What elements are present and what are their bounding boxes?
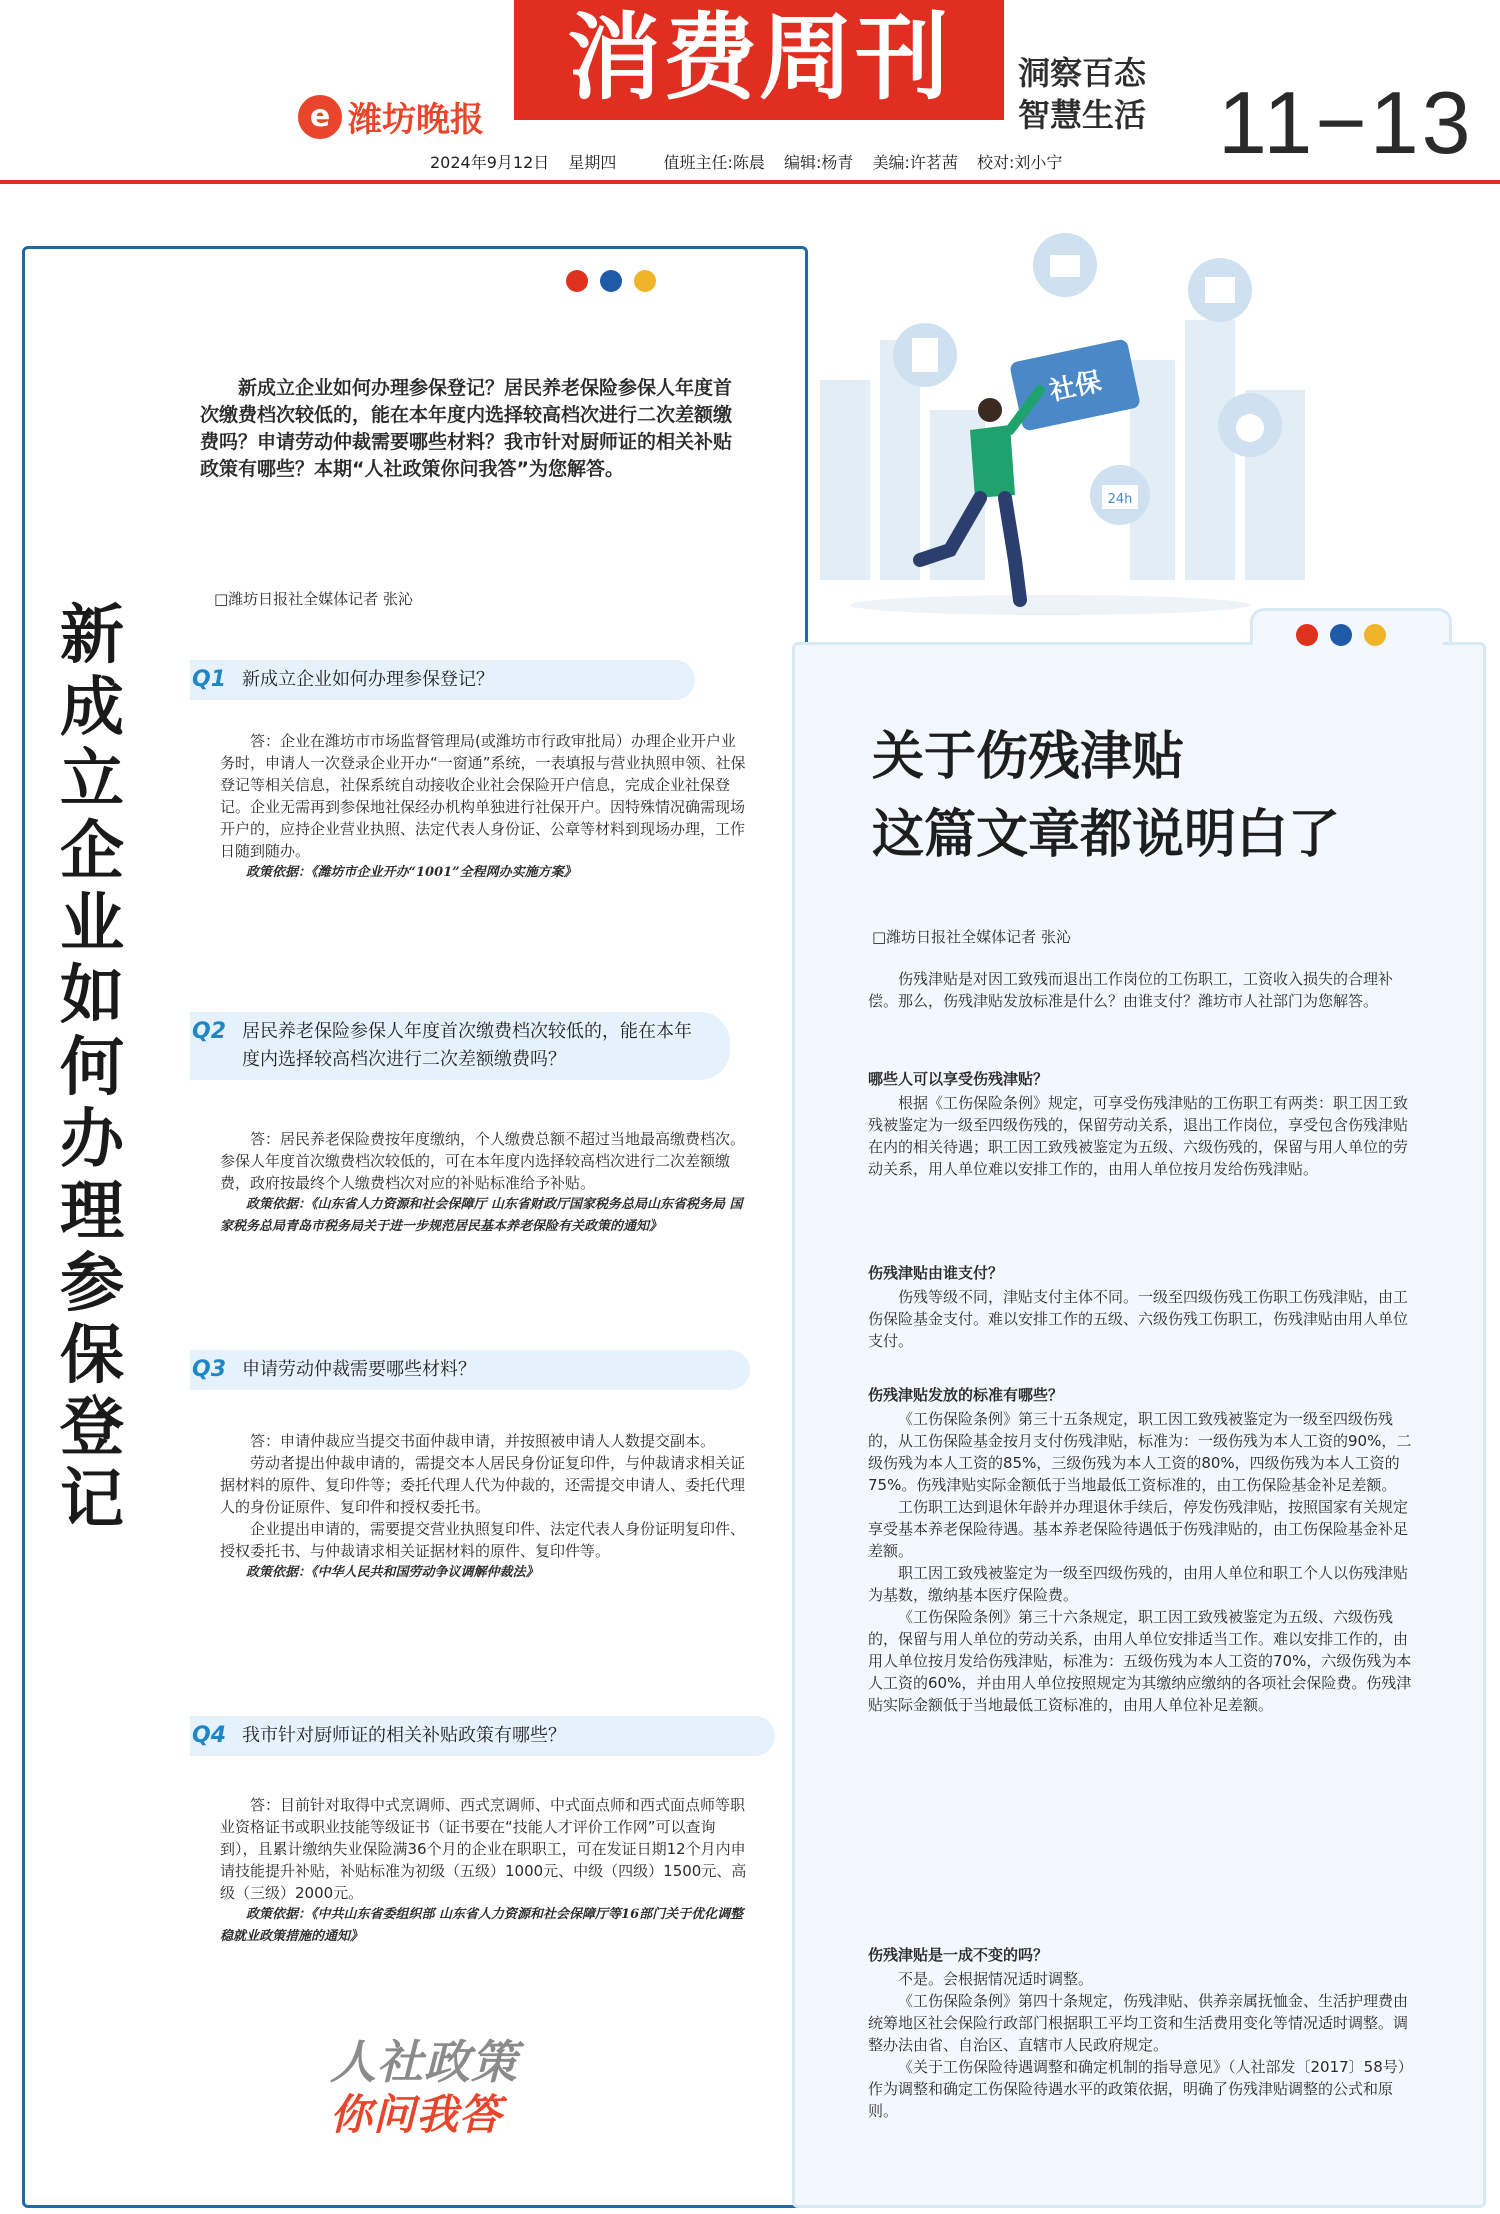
question-text: 居民养老保险参保人年度首次缴费档次较低的，能在本年度内选择较高档次进行二次差额缴费吗？: [242, 1021, 692, 1070]
yellow-dot-icon: [634, 270, 656, 292]
slogan-line-2: 智慧生活: [1018, 96, 1147, 134]
red-dot-icon: [566, 270, 588, 292]
policy-basis: 政策依据：《中共山东省委组织部 山东省人力资源和社会保障厅等16部门关于优化调整稳就业政策措施的通知》: [220, 1907, 744, 1944]
blue-dot-icon: [600, 270, 622, 292]
headline-line-2: 这篇文章都说明白了: [872, 804, 1341, 865]
yellow-dot-icon: [1364, 624, 1386, 646]
newspaper-logo: [298, 92, 484, 141]
section-heading: 伤残津贴是一成不变的吗？: [868, 1946, 1049, 1964]
section-paragraph: 《工伤保险条例》第三十六条规定，职工因工致残被鉴定为五级、六级伤残的，保留与用人单位的劳动关系，由用人单位安排适当工作。难以安排工作的，由用人单位按月发给伤残津贴，标准为：五级伤残为本人工资的70%，六级伤残为本人工资的60%，并由用人单位按照规定为其缴纳应缴纳的各项社会保险费。伤残津贴实际金额低于当地最低工资标准的，由用人单位补足差额。: [868, 1608, 1412, 1714]
issue-date: 2024年9月12日: [430, 153, 550, 172]
question-4: [190, 1716, 775, 1756]
issue-weekday: 星期四: [568, 153, 617, 172]
policy-basis: 政策依据：《山东省人力资源和社会保障厅 山东省财政厅国家税务总局山东省税务局 国家税务总局青岛市税务局关于进一步规范居民基本养老保险有关政策的通知》: [220, 1197, 743, 1234]
masthead-rule: [0, 180, 1500, 184]
column-brand-line-2: 你问我答: [330, 2090, 503, 2139]
art-editor: 美编:许茗茜: [872, 153, 958, 172]
question-1: [190, 660, 695, 700]
issue-meta: [430, 150, 1076, 173]
answer-1: [220, 730, 750, 884]
answer-4: [220, 1794, 750, 1948]
answer-2: [220, 1128, 750, 1238]
section-heading: 伤残津贴由谁支付？: [868, 1264, 1004, 1282]
section-standards: [868, 1384, 1416, 1716]
blue-dot-icon: [1330, 624, 1352, 646]
policy-basis: 政策依据：《中华人民共和国劳动争议调解仲裁法》: [246, 1565, 539, 1580]
intro-paragraph: 伤残津贴是对因工致残而退出工作岗位的工伤职工，工资收入损失的合理补偿。那么，伤残津贴发放标准是什么？由谁支付？潍坊市人社部门为您解答。: [868, 970, 1394, 1010]
question-number: Q3: [192, 1357, 227, 1382]
left-byline: □潍坊日报社全媒体记者 张沁: [214, 590, 413, 608]
section-paragraph: 《工伤保险条例》第四十条规定，伤残津贴、供养亲属抚恤金、生活护理费由统筹地区社会保险行政部门根据职工平均工资和生活费用变化等情况适时调整。调整办法由省、自治区、直辖市人民政府规定。: [868, 1992, 1409, 2054]
section-heading: 伤残津贴发放的标准有哪些？: [868, 1386, 1064, 1404]
logo-mark-icon: e: [298, 95, 342, 139]
section-adjustment: [868, 1944, 1416, 2122]
section-paragraph: 伤残等级不同，津贴支付主体不同。一级至四级伤残工伤职工伤残津贴，由工伤保险基金支付。难以安排工作的五级、六级伤残工伤职工，伤残津贴由用人单位支付。: [868, 1288, 1409, 1350]
red-dot-icon: [1296, 624, 1318, 646]
social-security-card-icon: [1009, 338, 1141, 431]
answer-paragraph: 答：居民养老保险费按年度缴纳，个人缴费总额不超过当地最高缴费档次。参保人年度首次缴费档次较低的，可在本年度内选择较高档次进行二次差额缴费，政府按最终个人缴费档次对应的补贴标准给予补贴。: [220, 1130, 746, 1192]
slogan: [1018, 52, 1146, 136]
left-window-dots: [566, 270, 656, 292]
section-paragraph: 《工伤保险条例》第三十五条规定，职工因工致残被鉴定为一级至四级伤残的，从工伤保险基金按月支付伤残津贴，标准为：一级伤残为本人工资的90%，二级伤残为本人工资的85%，三级伤残为本人工资的80%，四级伤残为本人工资的75%。伤残津贴实际金额低于当地最低工资标准的，由工伤保险基金补足差额。: [868, 1410, 1412, 1494]
question-text: 新成立企业如何办理参保登记？: [242, 669, 494, 690]
section-payer: [868, 1262, 1416, 1352]
column-brand-line-1: 人社政策: [330, 2035, 518, 2089]
right-headline: [872, 718, 1340, 874]
question-number: Q4: [192, 1723, 227, 1748]
right-byline: □潍坊日报社全媒体记者 张沁: [872, 928, 1071, 946]
right-intro: [868, 968, 1416, 1012]
question-3: [190, 1350, 750, 1390]
section-heading: 哪些人可以享受伤残津贴？: [868, 1070, 1049, 1088]
answer-paragraph: 劳动者提出仲裁申请的，需提交本人居民身份证复印件，与仲裁请求相关证据材料的原件、复印件等；委托代理人代为仲裁的，还需提交申请人、委托代理人的身份证原件、复印件和授权委托书。: [220, 1454, 746, 1516]
slogan-line-1: 洞察百态: [1018, 54, 1147, 92]
clock-24h-icon: [1090, 465, 1150, 525]
section-paragraph: 《关于工伤保险待遇调整和确定机制的指导意见》（人社部发〔2017〕58号）作为调整和确定工伤保险待遇水平的政策依据，明确了伤残津贴调整的公式和原则。: [868, 2058, 1413, 2120]
answer-paragraph: 企业提出申请的，需要提交营业执照复印件、法定代表人身份证明复印件、授权委托书、与仲裁请求相关证据材料的原件、复印件等。: [220, 1520, 746, 1560]
section-title: 消费周刊: [514, 0, 1004, 120]
vertical-headline: 新成立企业如何办理参保登记: [60, 598, 124, 1537]
card-label: 社保: [1046, 366, 1104, 408]
social-security-illustration: [800, 230, 1340, 625]
section-paragraph: 工伤职工达到退休年龄并办理退休手续后，停发伤残津贴，按照国家有关规定享受基本养老保险待遇。基本养老保险待遇低于伤残津贴的，由工伤保险基金补足差额。: [868, 1498, 1409, 1560]
answer-3: [220, 1430, 750, 1584]
proofreader: 校对:刘小宁: [976, 153, 1063, 172]
answer-paragraph: 答：企业在潍坊市市场监督管理局(或潍坊市行政审批局）办理企业开户业务时，申请人一次登录企业开办“一窗通”系统，一表填报与营业执照申领、社保登记等相关信息，社保系统自动接收企业社会保险开户信息，完成企业社保登记。企业无需再到参保地社保经办机构单独进行社保开户。因特殊情况确需现场开户的，应持企业营业执照、法定代表人身份证、公章等材料到现场办理，工作日随到随办。: [220, 732, 746, 860]
editor: 编辑:杨青: [783, 153, 854, 172]
answer-paragraph: 答：目前针对取得中式烹调师、西式烹调师、中式面点师和西式面点师等职业资格证书或职业技能等级证书（证书要在“技能人才评价工作网”可以查询到），且累计缴纳失业保险满36个月的企业在职职工，可在发证日期12个月内申请技能提升补贴，补贴标准为初级（五级）1000元、中级（四级）1500元、高级（三级）2000元。: [220, 1796, 747, 1902]
left-intro: 新成立企业如何办理参保登记？居民养老保险参保人年度首次缴费档次较低的，能在本年度内选择较高档次进行二次差额缴费吗？申请劳动仲裁需要哪些材料？我市针对厨师证的相关补贴政策有哪些？本期“人社政策你问我答”为您解答。: [200, 377, 733, 480]
question-text: 申请劳动仲裁需要哪些材料？: [242, 1359, 476, 1380]
duty-editor: 值班主任:陈晨: [663, 153, 765, 172]
question-2: [190, 1012, 730, 1080]
section-eligibility: [868, 1068, 1416, 1180]
right-window-dots: [1296, 624, 1386, 646]
section-paragraph: 根据《工伤保险条例》规定，可享受伤残津贴的工伤职工有两类：职工因工致残被鉴定为一级至四级伤残的，保留劳动关系，退出工作岗位，享受包含伤残津贴在内的相关待遇；职工因工致残被鉴定为五级、六级伤残的，保留与用人单位的劳动关系，用人单位难以安排工作的，由用人单位按月发给伤残津贴。: [868, 1094, 1409, 1178]
logo-text: 潍坊晚报: [348, 100, 484, 140]
page-range: 11−13: [1218, 73, 1474, 172]
question-number: Q1: [192, 667, 227, 692]
policy-basis: 政策依据：《潍坊市企业开办“1001”全程网办实施方案》: [246, 865, 577, 880]
section-paragraph: 不是。会根据情况适时调整。: [898, 1970, 1094, 1988]
question-text: 我市针对厨师证的相关补贴政策有哪些？: [242, 1725, 566, 1746]
answer-paragraph: 答：申请仲裁应当提交书面仲裁申请，并按照被申请人人数提交副本。: [250, 1432, 716, 1450]
clock-label: 24h: [1107, 492, 1133, 507]
question-number: Q2: [192, 1019, 227, 1044]
headline-line-1: 关于伤残津贴: [872, 726, 1185, 787]
masthead: [0, 0, 1500, 185]
section-paragraph: 职工因工致残被鉴定为一级至四级伤残的，由用人单位和职工个人以伤残津贴为基数，缴纳基本医疗保险费。: [868, 1564, 1409, 1604]
